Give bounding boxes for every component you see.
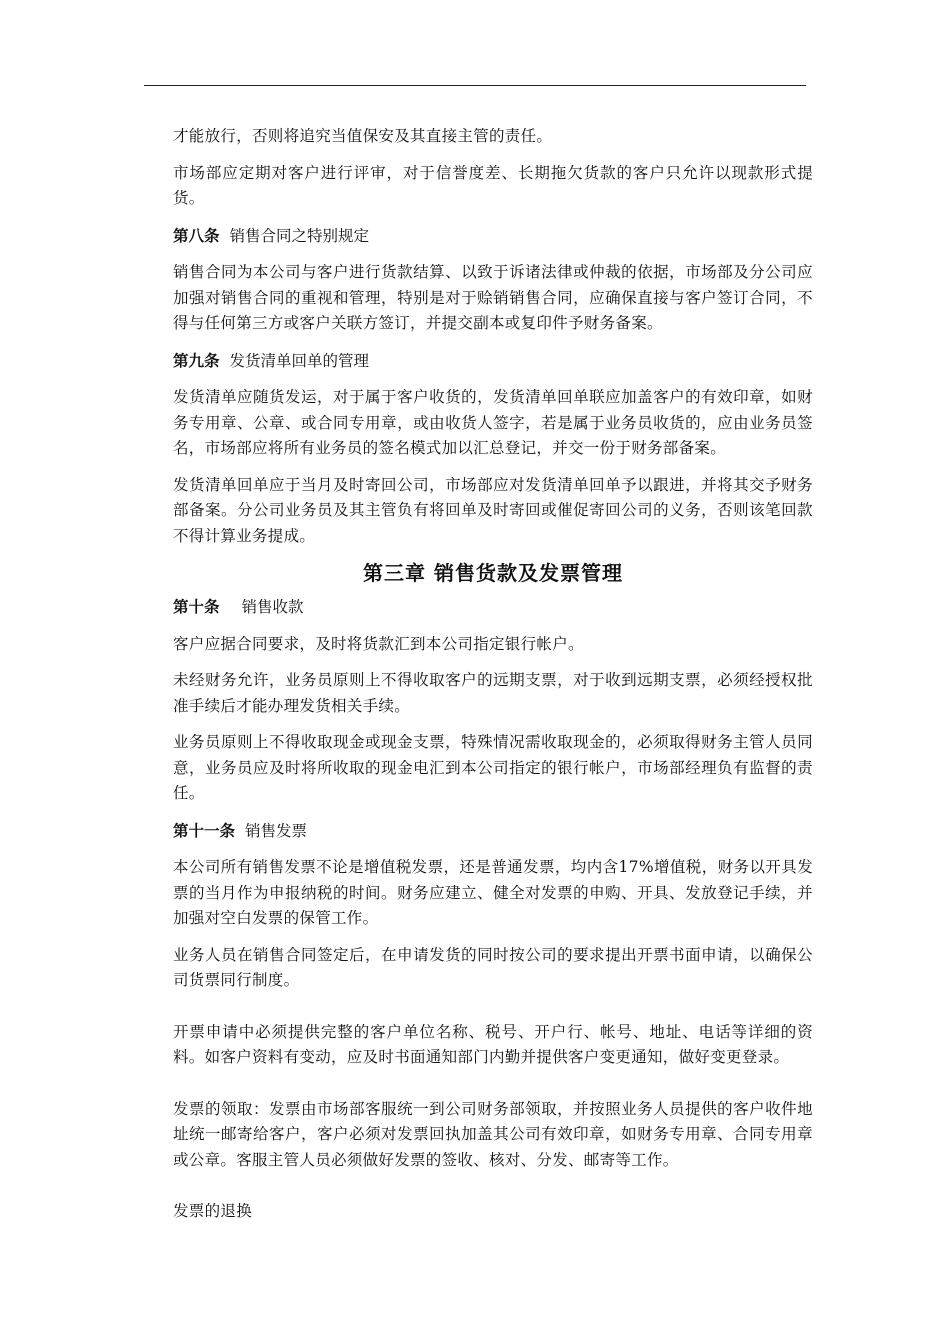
paragraph: 发票的退换 bbox=[173, 1202, 253, 1220]
paragraph: 客户应据合同要求，及时将货款汇到本公司指定银行帐户。 bbox=[173, 634, 584, 653]
paragraph: 业务人员在销售合同签定后，在申请发货的同时按公司的要求提出开票书面申请，以确保公司货票同行制度。 bbox=[173, 945, 813, 989]
article-title: 销售合同之特别规定 bbox=[229, 226, 370, 245]
paragraph: 发货清单应随货发运，对于属于客户收货的，发货清单回单联应加盖客户的有效印章，如财务专用章、公章、或合同专用章，或由收货人签字，若是属于业务员收货的，应由业务员签名，市场部应将所有业务员的签名模式加以汇总登记，并交一份于财务部备案。 bbox=[173, 388, 813, 457]
article-heading-11 bbox=[173, 818, 813, 845]
article-heading-8 bbox=[173, 223, 813, 250]
paragraph: 发票的领取：发票由市场部客服统一到公司财务部领取，并按照业务人员提供的客户收件地址统一邮寄给客户，客户必须对发票回执加盖其公司有效印章，如财务专用章、合同专用章或公章。客服主管人员必须做好发票的签收、核对、分发、邮寄等工作。 bbox=[173, 1099, 813, 1169]
article-heading-10 bbox=[173, 594, 813, 621]
article-title: 销售发票 bbox=[245, 821, 308, 840]
chapter-heading: 第三章 销售货款及发票管理 bbox=[363, 561, 623, 585]
article-title: 发货清单回单的管理 bbox=[229, 351, 370, 370]
article-number: 第十一条 bbox=[173, 820, 236, 840]
paragraph: 市场部应定期对客户进行评审，对于信誉度差、长期拖欠货款的客户只允许以现款形式提货。 bbox=[173, 163, 813, 207]
article-number: 第十条 bbox=[173, 597, 220, 616]
article-title: 销售收款 bbox=[241, 598, 304, 616]
article-number: 第九条 bbox=[173, 350, 220, 370]
header-rule bbox=[144, 85, 806, 86]
paragraph: 业务员原则上不得收取现金或现金支票，特殊情况需收取现金的，必须取得财务主管人员同意，业务员应及时将所收取的现金电汇到本公司指定的银行帐户，市场部经理负有监督的责任。 bbox=[173, 733, 813, 802]
paragraph: 开票申请中必须提供完整的客户单位名称、税号、开户行、帐号、地址、电话等详细的资料。如客户资料有变动，应及时书面通知部门内勤并提供客户变更通知，做好变更登录。 bbox=[173, 1022, 813, 1066]
paragraph: 销售合同为本公司与客户进行货款结算、以致于诉诸法律或仲裁的依据，市场部及分公司应加强对销售合同的重视和管理，特别是对于赊销销售合同，应确保直接与客户签订合同，不得与任何第三方或客户关联方签订，并提交副本或复印件予财务备案。 bbox=[173, 263, 813, 332]
paragraph: 本公司所有销售发票不论是增值税发票，还是普通发票，均内含17%增值税，财务以开具发票的当月作为申报纳税的时间。财务应建立、健全对发票的申购、开具、发放登记手续，并加强对空白发票的保管工作。 bbox=[173, 858, 813, 927]
paragraph: 才能放行，否则将追究当值保安及其直接主管的责任。 bbox=[173, 127, 553, 145]
article-heading-9 bbox=[173, 348, 813, 375]
article-number: 第八条 bbox=[173, 225, 220, 245]
paragraph: 未经财务允许，业务员原则上不得收取客户的远期支票，对于收到远期支票，必须经授权批准手续后才能办理发货相关手续。 bbox=[173, 671, 813, 715]
paragraph: 发货清单回单应于当月及时寄回公司，市场部应对发货清单回单予以跟进，并将其交予财务部备案。分公司业务员及其主管负有将回单及时寄回或催促寄回公司的义务，否则该笔回款不得计算业务提成。 bbox=[173, 475, 813, 545]
document-body bbox=[173, 124, 813, 1236]
